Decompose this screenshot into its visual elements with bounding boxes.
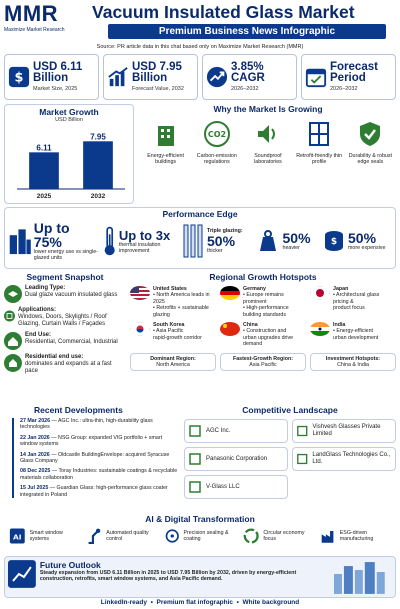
development-date: 27 Mar 2026 <box>20 418 51 424</box>
perf-text: more expensive <box>348 245 386 252</box>
layers-icon <box>4 285 22 303</box>
chart-ylabel: USD Billion <box>55 117 83 123</box>
company-card <box>292 447 396 471</box>
ai-item <box>320 526 392 546</box>
company-icon <box>188 452 202 466</box>
perf-value: 50% <box>348 230 377 247</box>
segment-head: End Use: <box>25 332 52 338</box>
outlook-title: Future Outlook <box>39 560 101 570</box>
ai-title: AI & Digital Transformation <box>145 514 255 524</box>
country-note: • Retrofits + sustainable glazing <box>153 305 209 318</box>
south-korea-flag-icon <box>130 322 150 336</box>
kpi-forecast-value <box>103 54 198 100</box>
ai-item <box>242 526 314 546</box>
why-item <box>142 120 190 166</box>
bar-2025 <box>29 152 59 189</box>
competitive-title: Competitive Landscape <box>242 405 338 415</box>
chart-title: Market Growth <box>39 107 99 117</box>
kpi-row <box>4 54 396 100</box>
perf-insulation <box>103 223 181 259</box>
building-icon <box>152 120 180 148</box>
x-tick-label: 2025 <box>36 193 52 200</box>
segment-item <box>4 332 126 350</box>
india-flag-icon <box>310 322 330 336</box>
perf-weight <box>256 229 322 253</box>
company-name: V-Glass LLC <box>206 483 240 490</box>
perf-text: lower energy use vs single-glazed units <box>33 249 98 262</box>
competitive-panel <box>184 405 396 513</box>
perf-text: heavier <box>282 245 300 252</box>
why-label: Soundproof laboratories <box>254 153 282 166</box>
development-item <box>20 435 180 448</box>
kpi-label: Forecast Value, 2032 <box>132 86 184 92</box>
kpi-value: USD 7.95 Billion <box>132 61 182 84</box>
ai-label: ESG-driven manufacturing <box>339 529 374 542</box>
country-name: China <box>243 322 258 329</box>
country-name: South Korea <box>153 322 185 329</box>
coins-icon <box>323 229 345 253</box>
development-text: — AGC Inc.: ultra-thin, high-durability glass technologies <box>20 418 153 431</box>
skyline-icon <box>332 560 392 594</box>
thermometer-icon <box>103 223 116 259</box>
country-note: • Energy-efficient <box>333 328 374 335</box>
country-note: • Europe remains prominent <box>243 292 284 305</box>
logo <box>4 3 82 43</box>
kpi-value: Forecast Period <box>330 61 378 84</box>
development-text: — Oldcastle BuildingEnvelope: acquired Syracuse Glass Company <box>20 451 170 465</box>
window-icon <box>4 307 15 325</box>
performance-panel <box>4 207 396 269</box>
svg-text:AI: AI <box>13 532 22 542</box>
development-date: 15 Jul 2025 <box>20 485 49 492</box>
x-tick-label: 2032 <box>90 193 106 200</box>
market-growth-chart <box>5 123 133 203</box>
fastest-region <box>220 353 306 372</box>
investment-hotspots <box>310 353 396 372</box>
development-date: 14 Jan 2026 <box>20 451 50 458</box>
factory-icon <box>320 526 337 546</box>
ai-item <box>164 526 236 546</box>
country-name: Germany <box>243 286 266 292</box>
logo-subtitle: Maximize Market Research <box>4 27 65 33</box>
developments-title: Recent Developments <box>34 405 123 415</box>
glass-panes-icon <box>182 223 204 259</box>
segment-panel <box>4 272 126 402</box>
company-icon <box>296 452 308 466</box>
country-india <box>310 322 396 348</box>
perf-value: Up to 75% <box>33 220 70 250</box>
window-icon <box>305 120 333 148</box>
country-note: • North America leads in 2025 <box>153 292 210 305</box>
why-item <box>295 120 343 166</box>
developments-panel <box>4 405 180 513</box>
bar-2032 <box>83 141 113 189</box>
ai-panel <box>4 514 396 554</box>
subtitle-ribbon: Premium Business News Infographic <box>108 24 386 39</box>
development-item <box>20 452 180 465</box>
company-icon <box>188 480 202 494</box>
country-note: • High-performance building standards <box>243 305 289 318</box>
country-us <box>130 286 216 318</box>
country-china <box>220 322 306 348</box>
perf-text: thicker <box>207 248 223 255</box>
country-note: • Construction and <box>243 328 287 335</box>
company-icon <box>188 424 202 438</box>
segment-head: Residential end use: <box>24 354 84 360</box>
ai-chip-icon <box>8 526 27 546</box>
trend-up-icon <box>206 66 228 88</box>
segment-body: Residential, Commercial, Industrial <box>25 339 118 345</box>
outlook-text: Steady expansion from USD 6.11 Billion in 2025 to USD 7.95 Billion by 2032, driven by energy-efficient construction, retrofits, smart window systems, and Asia Pacific demand. <box>39 570 297 583</box>
segment-body: Windows, Doors, Skylights / Roof Glazing, Curtain Walls / Façades <box>17 314 107 327</box>
perf-thickness <box>182 223 254 259</box>
perf-value: 50% <box>207 233 236 250</box>
dollar-icon <box>8 66 30 88</box>
recycle-icon <box>242 526 260 546</box>
svg-text:CO2: CO2 <box>207 130 226 139</box>
svg-text:$: $ <box>14 70 24 86</box>
perf-energy <box>9 221 101 262</box>
company-name: LandGlass Technologies Co., Ltd. <box>312 452 391 465</box>
development-text: — NSG Group: expanded VIG portfolio + smart window systems <box>20 434 163 448</box>
country-name: Japan <box>333 286 349 292</box>
kpi-market-size <box>4 54 99 100</box>
why-item <box>244 120 292 166</box>
kpi-label: Market Size, 2025 <box>33 86 78 92</box>
country-note: • Architectural glass pricing & <box>333 292 380 305</box>
why-label: Retrofit-friendly thin profile <box>296 153 343 166</box>
bar-value-label: 7.95 <box>90 132 106 142</box>
city-icon <box>9 223 31 259</box>
region-head: Fastest-Growth Region: <box>232 355 294 362</box>
segment-head: Leading Type: <box>25 285 66 291</box>
why-item <box>346 120 394 166</box>
ai-item <box>8 526 80 546</box>
segment-head: Applications: <box>17 307 56 313</box>
country-note: urban upgrades drive demand <box>243 334 294 348</box>
precision-icon <box>164 526 181 546</box>
segment-item <box>4 285 126 303</box>
country-note: product focus <box>333 305 365 312</box>
segment-body: Dual glaze vacuum insulated glass <box>25 292 118 298</box>
development-item <box>20 418 180 431</box>
company-card <box>292 419 396 443</box>
country-name: United States <box>153 286 187 292</box>
perf-cost <box>323 229 391 253</box>
china-flag-icon <box>220 322 240 336</box>
perf-value: Up to 3x <box>118 227 171 243</box>
development-date: 22 Jan 2026 <box>20 434 50 441</box>
kpi-value: USD 6.11 Billion <box>33 61 83 84</box>
development-date: 08 Dec 2025 <box>20 468 51 475</box>
growth-chart-icon <box>107 66 129 88</box>
region-head: Investment Hotspots: <box>325 355 381 362</box>
why-label: Energy-efficient buildings <box>147 153 184 166</box>
development-text: — Toray Industries: sustainable coatings & recyclable materials collaboration <box>20 468 178 481</box>
segment-title: Segment Snapshot <box>26 272 104 282</box>
kpi-label: 2026–2032 <box>231 86 259 92</box>
ai-label: Precision sealing & coating <box>183 529 229 542</box>
perf-value: 50% <box>282 230 311 247</box>
footer: LinkedIn-ready • Premium flat infographic • White background <box>100 599 300 606</box>
japan-flag-icon <box>310 286 330 300</box>
ai-label: Automated quality control <box>106 529 149 542</box>
kpi-label: 2026–2032 <box>330 86 358 92</box>
svg-text:$: $ <box>330 237 338 248</box>
why-panel <box>140 104 396 204</box>
robot-arm-icon <box>86 526 103 546</box>
kpi-value: 3.85% CAGR <box>231 61 265 84</box>
ai-item <box>86 526 158 546</box>
regional-title: Regional Growth Hotspots <box>209 272 317 282</box>
segment-item <box>4 354 126 375</box>
company-name: AGC Inc. <box>206 427 231 434</box>
why-title: Why the Market Is Growing <box>213 104 323 114</box>
ai-label: Circular economy focus <box>263 529 305 542</box>
segment-body: dominates and expands at a fast pace <box>24 361 112 374</box>
logo-text: MMR <box>4 1 59 26</box>
weight-icon <box>256 229 280 253</box>
company-card <box>184 475 288 499</box>
why-label: Durability & robust edge seals <box>348 153 392 166</box>
kpi-cagr <box>202 54 297 100</box>
co2-cloud-icon <box>203 120 231 148</box>
germany-flag-icon <box>220 286 240 300</box>
region-value: China & India <box>337 362 369 369</box>
kpi-forecast-period <box>301 54 396 100</box>
country-note: rapid-growth corridor <box>153 334 202 341</box>
page-title: Vacuum Insulated Glass Market <box>92 2 355 22</box>
country-japan <box>310 286 396 318</box>
company-icon <box>296 424 309 438</box>
home-icon <box>4 332 22 350</box>
perf-text: thermal insulation improvement <box>118 241 161 254</box>
country-name: India <box>333 322 346 329</box>
region-head: Dominant Region: <box>150 355 196 362</box>
regional-panel <box>130 272 396 402</box>
company-name: Panasonic Corporation <box>206 455 268 462</box>
us-flag-icon <box>130 286 150 300</box>
company-card <box>184 447 288 471</box>
shield-icon <box>356 120 384 148</box>
company-card <box>184 419 288 443</box>
sound-icon <box>254 120 282 148</box>
segment-item <box>4 307 126 328</box>
development-text: — Guardian Glass: high-performance glass coater integrated in Poland <box>20 485 168 498</box>
house-icon <box>4 354 22 372</box>
outlook-panel <box>4 556 396 598</box>
country-germany <box>220 286 306 318</box>
country-note: • Asia Pacific <box>153 328 184 335</box>
performance-title: Performance Edge <box>162 209 238 219</box>
region-value: North America <box>156 362 190 369</box>
country-south-korea <box>130 322 216 348</box>
bar-value-label: 6.11 <box>36 143 52 153</box>
why-item <box>193 120 241 166</box>
dominant-region <box>130 353 216 372</box>
forecast-chart-icon <box>8 560 36 588</box>
source-note: Source: PR article data in this chat based only on Maximize Market Research (MMR) <box>96 44 304 50</box>
ai-label: Smart window systems <box>29 529 63 542</box>
development-item <box>20 468 180 481</box>
company-name: Vishvesh Glasses Private Limited <box>312 424 381 437</box>
perf-text: Triple glazing: <box>207 228 243 234</box>
calendar-icon <box>305 66 327 88</box>
country-note: urban development <box>333 334 379 341</box>
market-growth-panel <box>4 104 134 204</box>
region-value: Asia Pacific <box>249 362 277 369</box>
development-item <box>20 485 180 498</box>
why-label: Carbon-emission regulations <box>196 153 237 166</box>
